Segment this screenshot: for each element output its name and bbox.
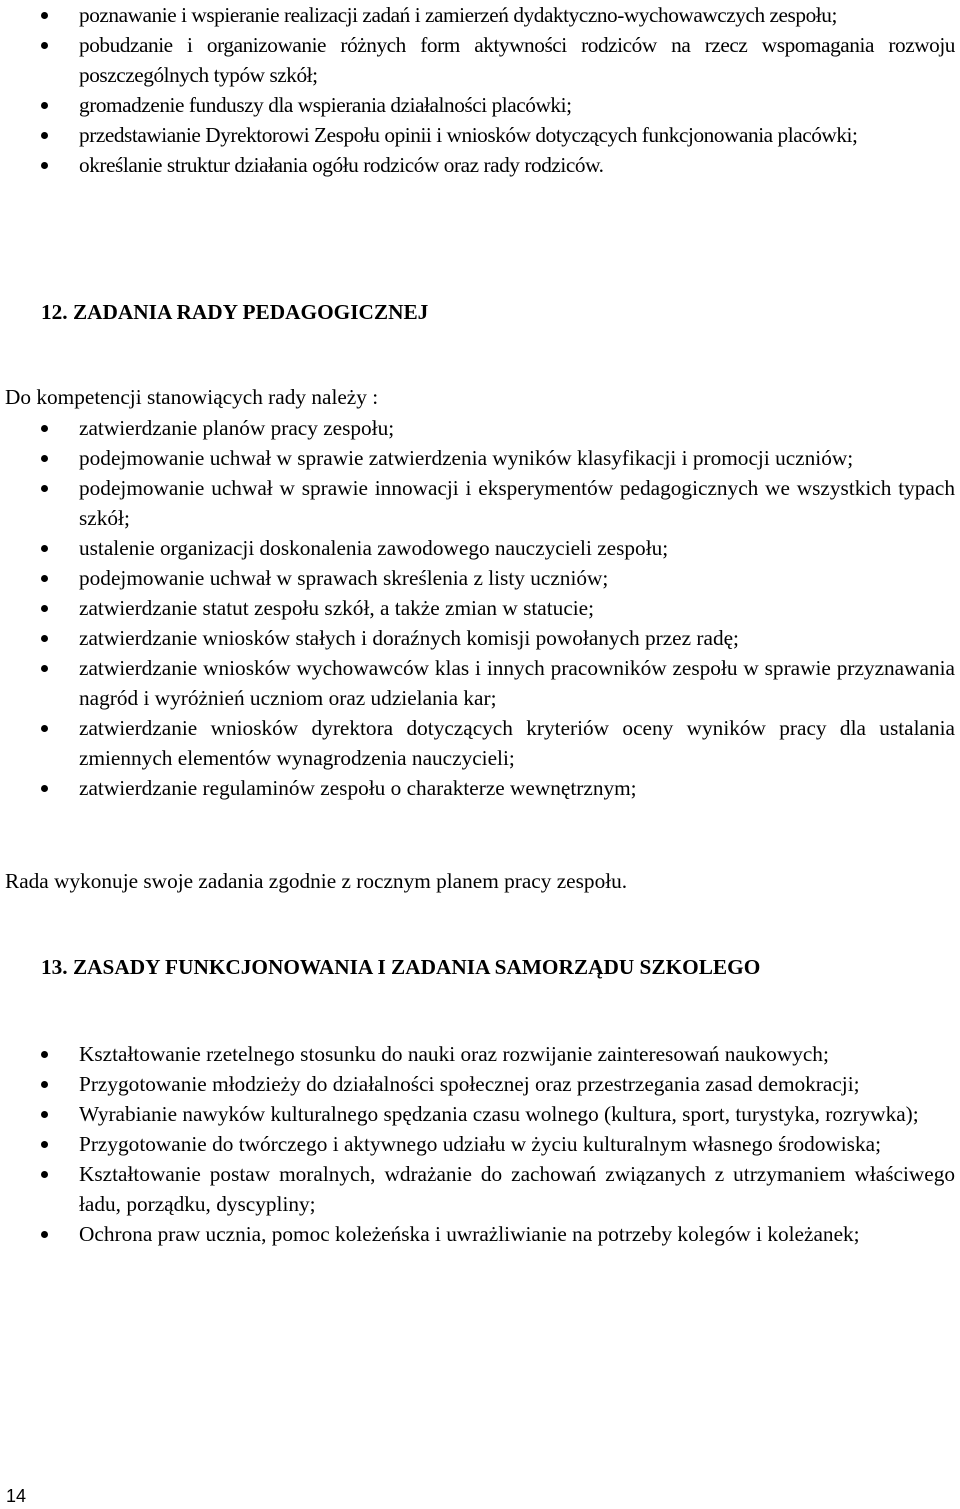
- list-item: [0, 413, 960, 443]
- student-government-task-list: [0, 1039, 960, 1249]
- bullet-icon: [41, 455, 48, 462]
- section-12-closing: Rada wykonuje swoje zadania zgodnie z rocznym planem pracy zespołu.: [5, 869, 628, 893]
- list-item-text: podejmowanie uchwał w sprawie innowacji i eksperymentów pedagogicznych we wszystkich typach szkół;: [79, 476, 955, 530]
- list-item-text: pobudzanie i organizowanie różnych form aktywności rodziców na rzecz wspomagania rozwoju poszczególnych typów szkół;: [79, 33, 955, 87]
- list-item-text: Przygotowanie do twórczego i aktywnego udziału w życiu kulturalnym własnego środowiska;: [79, 1132, 881, 1156]
- section-13-title: ZASADY FUNKCJONOWANIA I ZADANIA SAMORZĄDU SZKOLEGO: [72, 955, 761, 979]
- bullet-icon: [41, 1171, 48, 1178]
- bullet-icon: [41, 12, 48, 19]
- list-item: [0, 1039, 960, 1069]
- bullet-icon: [41, 162, 48, 169]
- list-item-text: poznawanie i wspieranie realizacji zadań i zamierzeń dydaktyczno-wychowawczych zespołu;: [79, 3, 837, 27]
- list-item-text: Kształtowanie postaw moralnych, wdrażanie do zachowań związanych z utrzymaniem właściwego ładu, porządku, dyscypliny;: [79, 1162, 955, 1216]
- list-item: [0, 120, 960, 150]
- page-number: 14: [6, 1486, 27, 1506]
- section-13-heading: [41, 952, 760, 982]
- list-item: [0, 1069, 960, 1099]
- list-item-text: zatwierdzanie planów pracy zespołu;: [79, 416, 395, 440]
- bullet-icon: [41, 575, 48, 582]
- list-item-text: zatwierdzanie regulaminów zespołu o charakterze wewnętrznym;: [79, 776, 637, 800]
- list-item-text: Ochrona praw ucznia, pomoc koleżeńska i uwrażliwianie na potrzeby kolegów i koleżanek;: [79, 1222, 860, 1246]
- list-item-text: ustalenie organizacji doskonalenia zawodowego nauczycieli zespołu;: [79, 536, 669, 560]
- section-12-title: ZADANIA RADY PEDAGOGICZNEJ: [72, 300, 429, 324]
- bullet-icon: [41, 635, 48, 642]
- bullet-icon: [41, 785, 48, 792]
- list-item-text: podejmowanie uchwał w sprawach skreślenia z listy uczniów;: [79, 566, 609, 590]
- list-item: [0, 473, 960, 533]
- list-item-text: Przygotowanie młodzieży do działalności społecznej oraz przestrzegania zasad demokracji;: [79, 1072, 860, 1096]
- bullet-icon: [41, 665, 48, 672]
- section-12-number: 12.: [41, 300, 68, 324]
- teachers-council-competence-list: [0, 413, 960, 803]
- list-item-text: zatwierdzanie wniosków wychowawców klas i innych pracowników zespołu w sprawie przyznawania nagród i wyróżnień uczniom oraz udzielania kar;: [79, 656, 955, 710]
- list-item: [0, 90, 960, 120]
- bullet-icon: [41, 1231, 48, 1238]
- list-item-text: przedstawianie Dyrektorowi Zespołu opinii i wniosków dotyczących funkcjonowania placówki;: [79, 123, 858, 147]
- list-item: [0, 0, 960, 30]
- bullet-icon: [41, 1111, 48, 1118]
- list-item: [0, 1099, 960, 1129]
- bullet-icon: [41, 42, 48, 49]
- bullet-icon: [41, 545, 48, 552]
- list-item: [0, 1129, 960, 1159]
- section-12-intro: Do kompetencji stanowiących rady należy :: [5, 385, 379, 409]
- list-item-text: zatwierdzanie wniosków stałych i doraźnych komisji powołanych przez radę;: [79, 626, 739, 650]
- list-item: [0, 593, 960, 623]
- list-item-text: podejmowanie uchwał w sprawie zatwierdzenia wyników klasyfikacji i promocji uczniów;: [79, 446, 854, 470]
- bullet-icon: [41, 1141, 48, 1148]
- list-item: [0, 773, 960, 803]
- list-item: [0, 1219, 960, 1249]
- section-12-heading: [41, 297, 428, 327]
- bullet-icon: [41, 132, 48, 139]
- bullet-icon: [41, 605, 48, 612]
- list-item: [0, 653, 960, 713]
- bullet-icon: [41, 1051, 48, 1058]
- list-item-text: zatwierdzanie wniosków dyrektora dotyczących kryteriów oceny wyników pracy dla ustalania zmiennych elementów wynagrodzenia nauczycieli;: [79, 716, 955, 770]
- list-item: [0, 1159, 960, 1219]
- list-item-text: Wyrabianie nawyków kulturalnego spędzania czasu wolnego (kultura, sport, turystyka, rozrywka);: [79, 1102, 919, 1126]
- list-item: [0, 713, 960, 773]
- list-item: [0, 563, 960, 593]
- bullet-icon: [41, 485, 48, 492]
- list-item-text: określanie struktur działania ogółu rodziców oraz rady rodziców.: [79, 153, 604, 177]
- bullet-icon: [41, 425, 48, 432]
- bullet-icon: [41, 1081, 48, 1088]
- list-item: [0, 150, 960, 180]
- list-item-text: gromadzenie funduszy dla wspierania działalności placówki;: [79, 93, 572, 117]
- bullet-icon: [41, 102, 48, 109]
- section-13-number: 13.: [41, 955, 68, 979]
- list-item: [0, 533, 960, 563]
- list-item: [0, 443, 960, 473]
- list-item: [0, 623, 960, 653]
- list-item-text: zatwierdzanie statut zespołu szkół, a także zmian w statucie;: [79, 596, 595, 620]
- parents-council-task-list: [0, 0, 960, 180]
- bullet-icon: [41, 725, 48, 732]
- list-item: [0, 30, 960, 90]
- list-item-text: Kształtowanie rzetelnego stosunku do nauki oraz rozwijanie zainteresowań naukowych;: [79, 1042, 829, 1066]
